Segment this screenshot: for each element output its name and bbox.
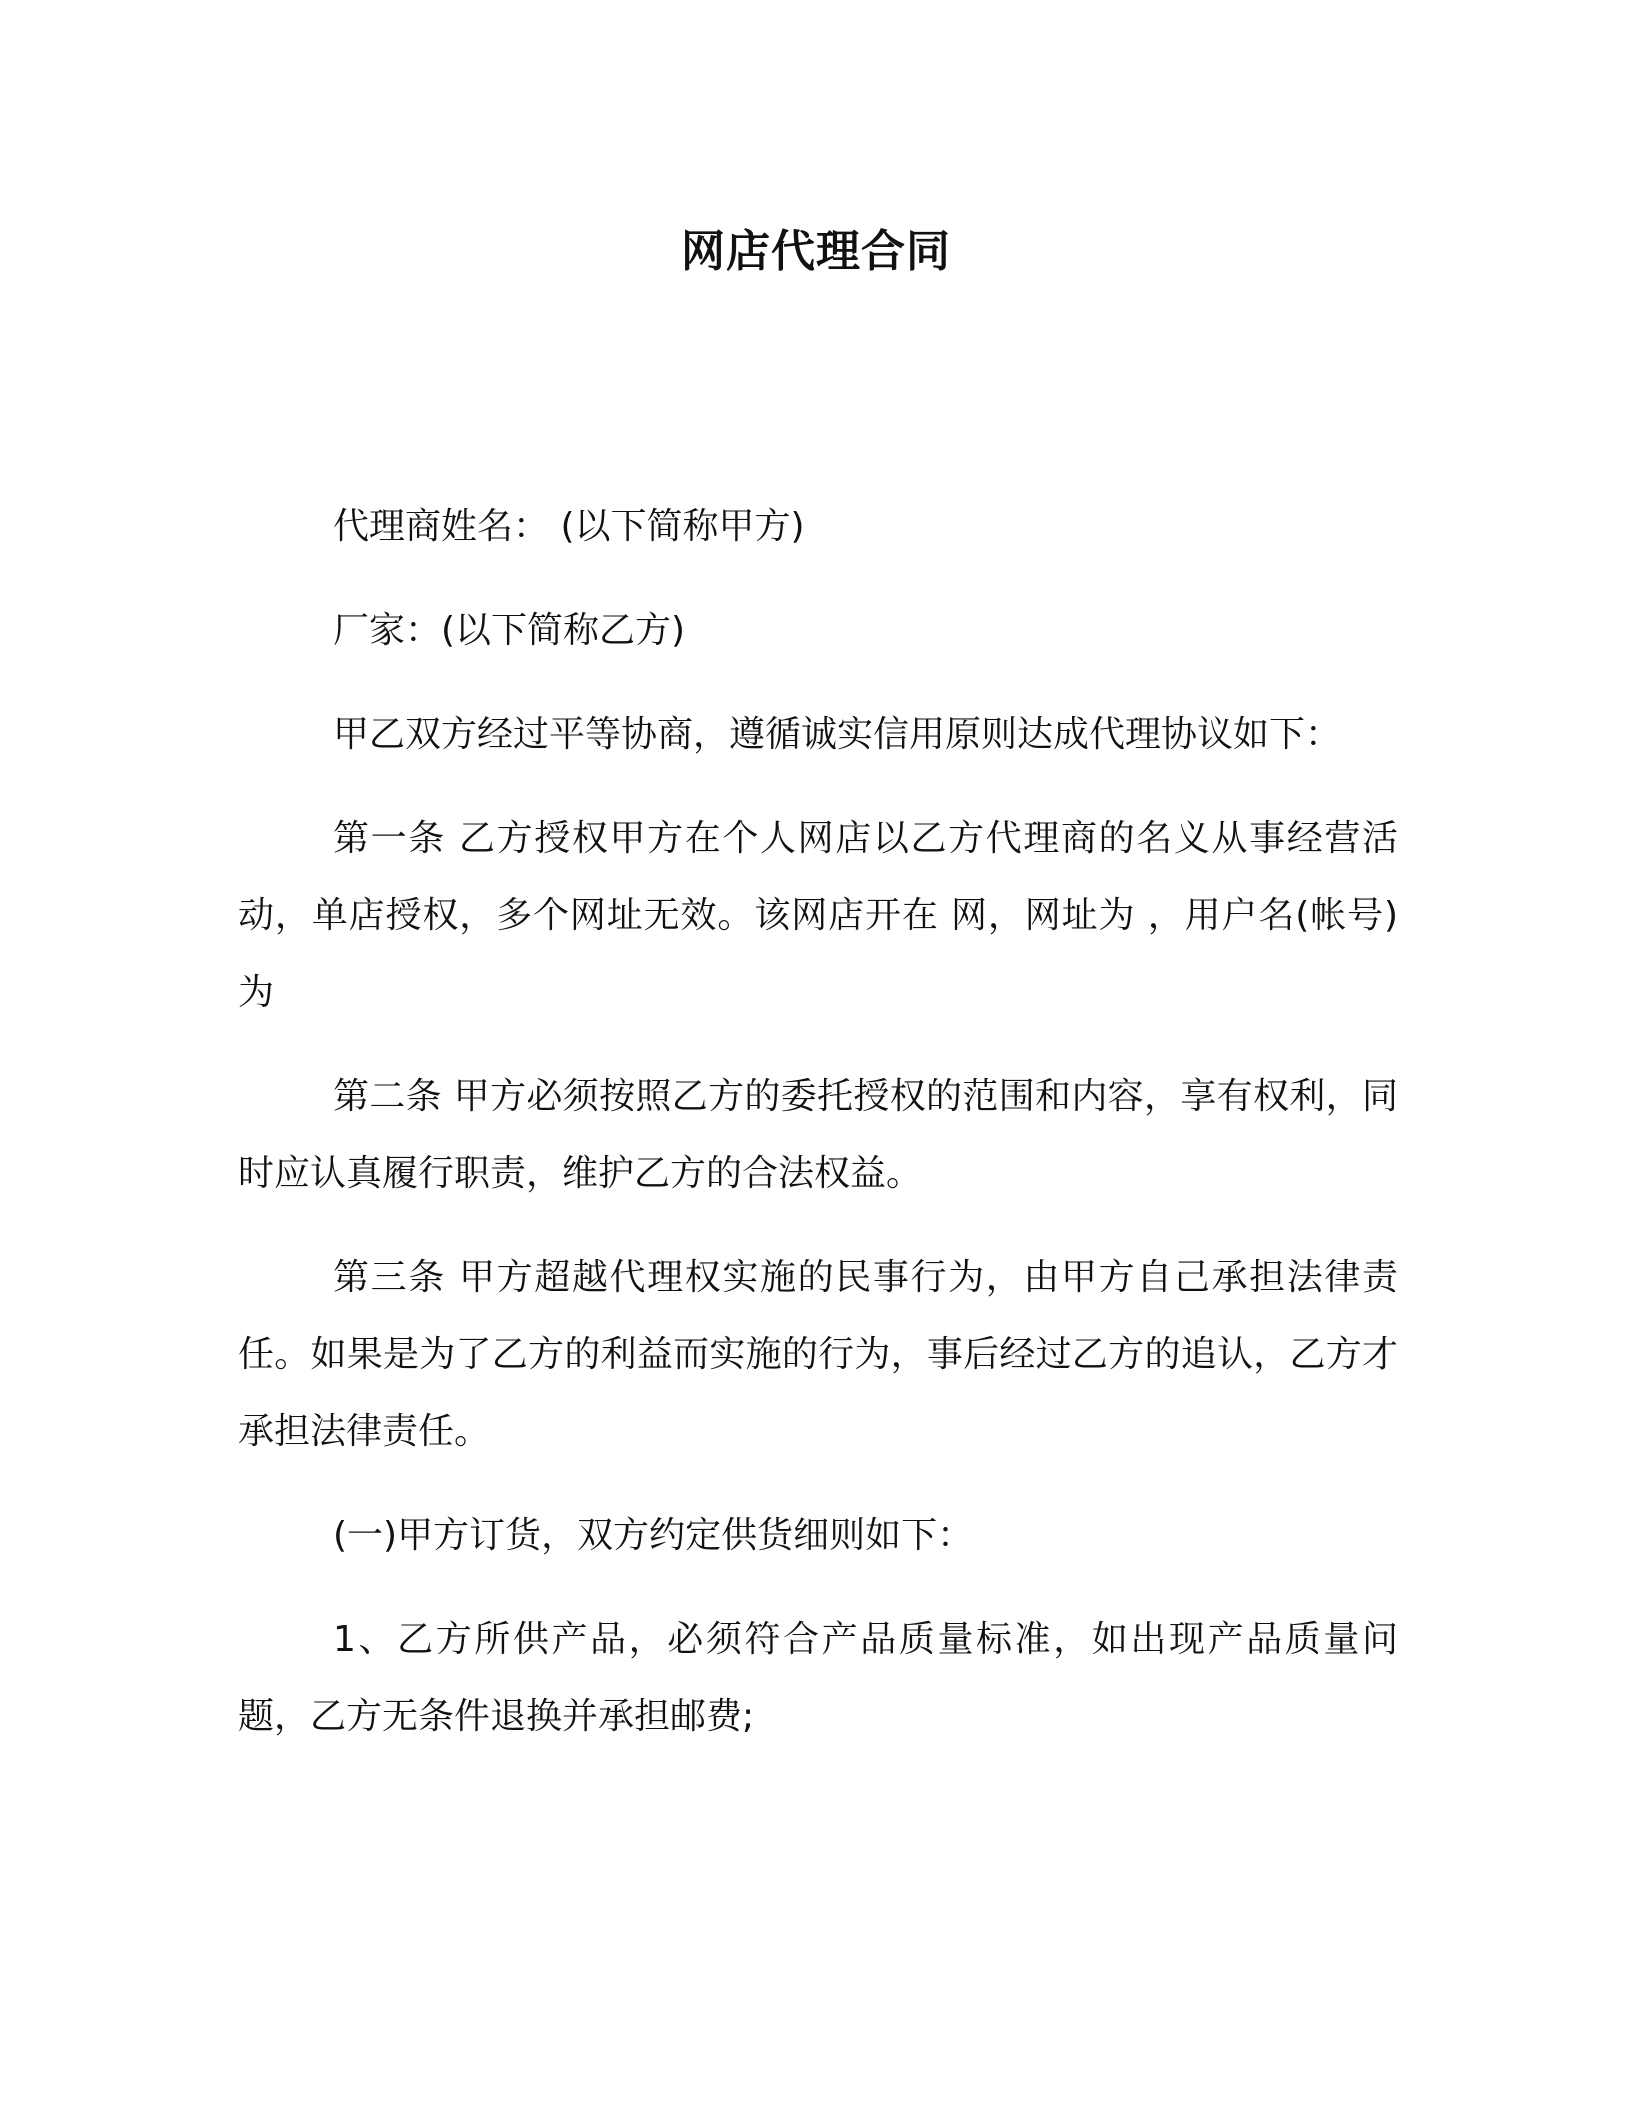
paragraph-article-3: 第三条 甲方超越代理权实施的民事行为，由甲方自己承担法律责任。如果是为了乙方的利益而实施的行为，事后经过乙方的追认，乙方才承担法律责任。 <box>238 1257 1398 1452</box>
paragraph-article-1: 第一条 乙方授权甲方在个人网店以乙方代理商的名义从事经营活动，单店授权，多个网址无效。该网店开在 网，网址为 ，用户名(帐号)为 <box>238 818 1398 1013</box>
document-title: 网店代理合同 <box>681 226 951 277</box>
paragraph-agreement-intro: 甲乙双方经过平等协商，遵循诚实信用原则达成代理协议如下： <box>333 714 1342 755</box>
paragraph-ordering-section: (一)甲方订货，双方约定供货细则如下： <box>333 1515 974 1556</box>
paragraph-item-1: 1、乙方所供产品，必须符合产品质量标准，如出现产品质量问题，乙方无条件退换并承担邮费; <box>238 1619 1398 1737</box>
paragraph-agent-name: 代理商姓名： (以下简称甲方) <box>333 506 805 547</box>
document-body <box>238 488 1398 1782</box>
paragraph-manufacturer: 厂家：(以下简称乙方) <box>333 610 686 651</box>
paragraph-article-2: 第二条 甲方必须按照乙方的委托授权的范围和内容，享有权利，同时应认真履行职责，维护乙方的合法权益。 <box>238 1076 1398 1194</box>
